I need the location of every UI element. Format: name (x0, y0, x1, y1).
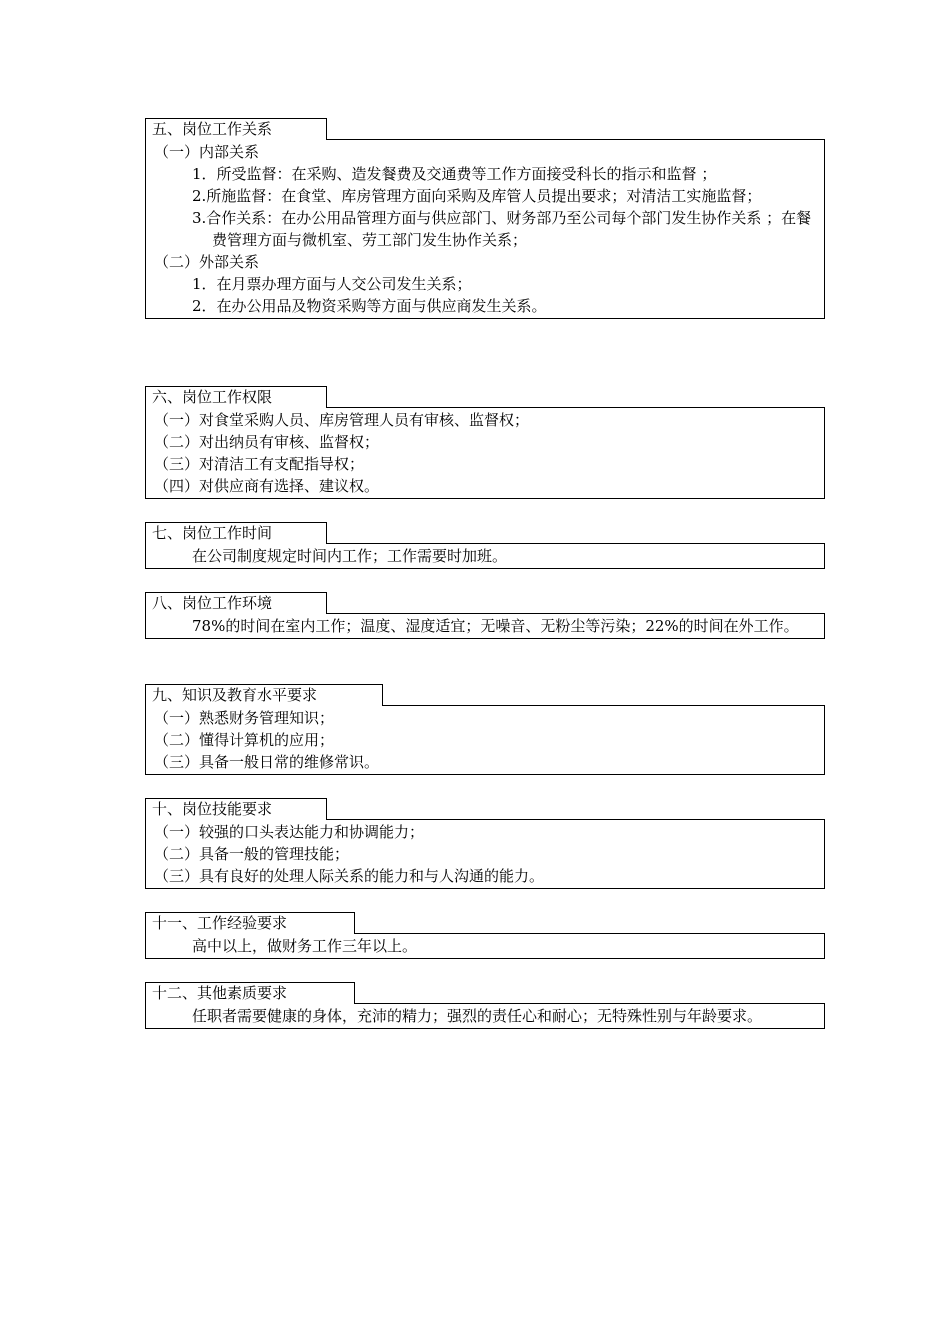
paragraph: 高中以上，做财务工作三年以上。 (192, 937, 418, 955)
section-title: 六、岗位工作权限 (145, 386, 327, 408)
paragraph: 任职者需要健康的身体，充沛的精力；强烈的责任心和耐心；无特殊性别与年龄要求。 (192, 1007, 763, 1025)
section-title: 七、岗位工作时间 (145, 522, 327, 544)
section-body (145, 933, 825, 959)
section-other-qualities (145, 982, 825, 1029)
list-item: 2．在办公用品及物资采购等方面与供应商发生关系。 (192, 297, 547, 315)
section-body (145, 1003, 825, 1029)
section-experience (145, 912, 825, 959)
list-item: 3.合作关系：在办公用品管理方面与供应部门、财务部乃至公司每个部门发生协作关系 ；在餐费管理方面与微机室、劳工部门发生协作关系； (192, 209, 812, 249)
list-item: （二）对出纳员有审核、监督权； (154, 433, 380, 451)
section-body (145, 819, 825, 889)
subheading: （二）外部关系 (154, 253, 260, 271)
section-body (145, 543, 825, 569)
subheading: （一）内部关系 (154, 143, 260, 161)
section-body (145, 705, 825, 775)
section-work-hours (145, 522, 825, 569)
list-item: （一）较强的口头表达能力和协调能力； (154, 823, 425, 841)
list-item: （二）具备一般的管理技能； (154, 845, 350, 863)
section-body (145, 139, 825, 319)
section-skill-requirements (145, 798, 825, 889)
list-item: （三）对清洁工有支配指导权； (154, 455, 365, 473)
section-job-relations (145, 118, 825, 319)
list-item: （四）对供应商有选择、建议权。 (154, 477, 380, 495)
list-item: （三）具备一般日常的维修常识。 (154, 753, 380, 771)
list-item: （一）对食堂采购人员、库房管理人员有审核、监督权； (154, 411, 530, 429)
section-title: 十、岗位技能要求 (145, 798, 327, 820)
section-work-environment (145, 592, 825, 639)
list-item: 1．在月票办理方面与人交公司发生关系； (192, 275, 472, 293)
list-item: （二）懂得计算机的应用； (154, 731, 335, 749)
section-body (145, 407, 825, 499)
section-body (145, 613, 825, 639)
section-title: 十一、工作经验要求 (145, 912, 355, 934)
list-item: 2.所施监督：在食堂、库房管理方面向采购及库管人员提出要求；对清洁工实施监督； (192, 187, 762, 205)
section-title: 五、岗位工作关系 (145, 118, 327, 140)
section-title: 八、岗位工作环境 (145, 592, 327, 614)
section-title: 十二、其他素质要求 (145, 982, 355, 1004)
list-item: 1．所受监督：在采购、造发餐费及交通费等工作方面接受科长的指示和监督 ； (192, 165, 717, 183)
section-title: 九、知识及教育水平要求 (145, 684, 383, 706)
section-knowledge-education (145, 684, 825, 775)
section-job-authority (145, 386, 825, 499)
paragraph: 78%的时间在室内工作；温度、湿度适宜；无噪音、无粉尘等污染；22%的时间在外工作。 (192, 617, 799, 635)
paragraph: 在公司制度规定时间内工作；工作需要时加班。 (192, 547, 508, 565)
list-item: （一）熟悉财务管理知识； (154, 709, 335, 727)
list-item: （三）具有良好的处理人际关系的能力和与人沟通的能力。 (154, 867, 545, 885)
